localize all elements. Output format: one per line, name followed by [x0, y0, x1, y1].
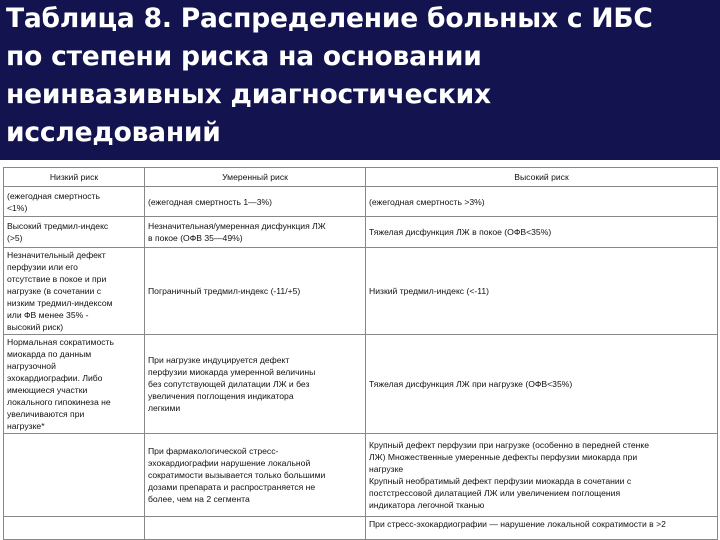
table-row [4, 187, 718, 217]
table-row [4, 248, 718, 335]
table-cell: Тяжелая дисфункция ЛЖ в покое (ОФВ<35%) [366, 217, 718, 248]
table-cell: Высокий тредмил-индекс (>5) [4, 217, 145, 248]
table-cell: Крупный дефект перфузии при нагрузке (особенно в передней стенке ЛЖ) Множественные умеренные дефекты перфузии миокарда при нагрузке Крупный необратимый дефект перфузии миокарда в сочетании с постстрессовой дилатацией ЛЖ или увеличением поглощения индикатора легочной тканью [366, 434, 718, 517]
table-cell: (ежегодная смертность >3%) [366, 187, 718, 217]
table-cell: Тяжелая дисфункция ЛЖ при нагрузке (ОФВ<35%) [366, 335, 718, 434]
table-header-row [4, 168, 718, 187]
table-cell: Незначительный дефект перфузии или его отсутствие в покое и при нагрузке (в сочетании с низким тредмил-индексом или ФВ менее 35% - высокий риск) [4, 248, 145, 335]
table-cell: (ежегодная смертность <1%) [4, 187, 145, 217]
table-cell [145, 517, 366, 540]
table-row [4, 434, 718, 517]
table-cell: (ежегодная смертность 1—3%) [145, 187, 366, 217]
table-cell: При нагрузке индуцируется дефект перфузии миокарда умеренной величины без сопутствующей дилатации ЛЖ и без увеличения поглощения индикатора легкими [145, 335, 366, 434]
table-cell: При стресс-эхокардиографии — нарушение локальной сократимости в >2 [366, 517, 718, 540]
risk-table [3, 167, 718, 540]
header-high-risk: Высокий риск [366, 168, 718, 187]
slide-title: Таблица 8. Распределение больных с ИБС по степени риска на основании неинвазивных диагностических исследований [6, 3, 653, 148]
table-cell: Пограничный тредмил-индекс (-11/+5) [145, 248, 366, 335]
table-cell: Незначительная/умеренная дисфункция ЛЖ в покое (ОФВ 35—49%) [145, 217, 366, 248]
table-row [4, 517, 718, 540]
table-cell: Низкий тредмил-индекс (<-11) [366, 248, 718, 335]
header-low-risk: Низкий риск [4, 168, 145, 187]
header-moderate-risk: Умеренный риск [145, 168, 366, 187]
table-cell [4, 517, 145, 540]
table-cell: При фармакологической стресс- эхокардиографии нарушение локальной сократимости вызывается только большими дозами препарата и распространяется не более, чем на 2 сегмента [145, 434, 366, 517]
table-row [4, 335, 718, 434]
table-cell [4, 434, 145, 517]
table-cell: Нормальная сократимость миокарда по данным нагрузочной эхокардиографии. Либо имеющиеся участки локального гипокинеза не увеличиваются при нагрузке* [4, 335, 145, 434]
table-row [4, 217, 718, 248]
